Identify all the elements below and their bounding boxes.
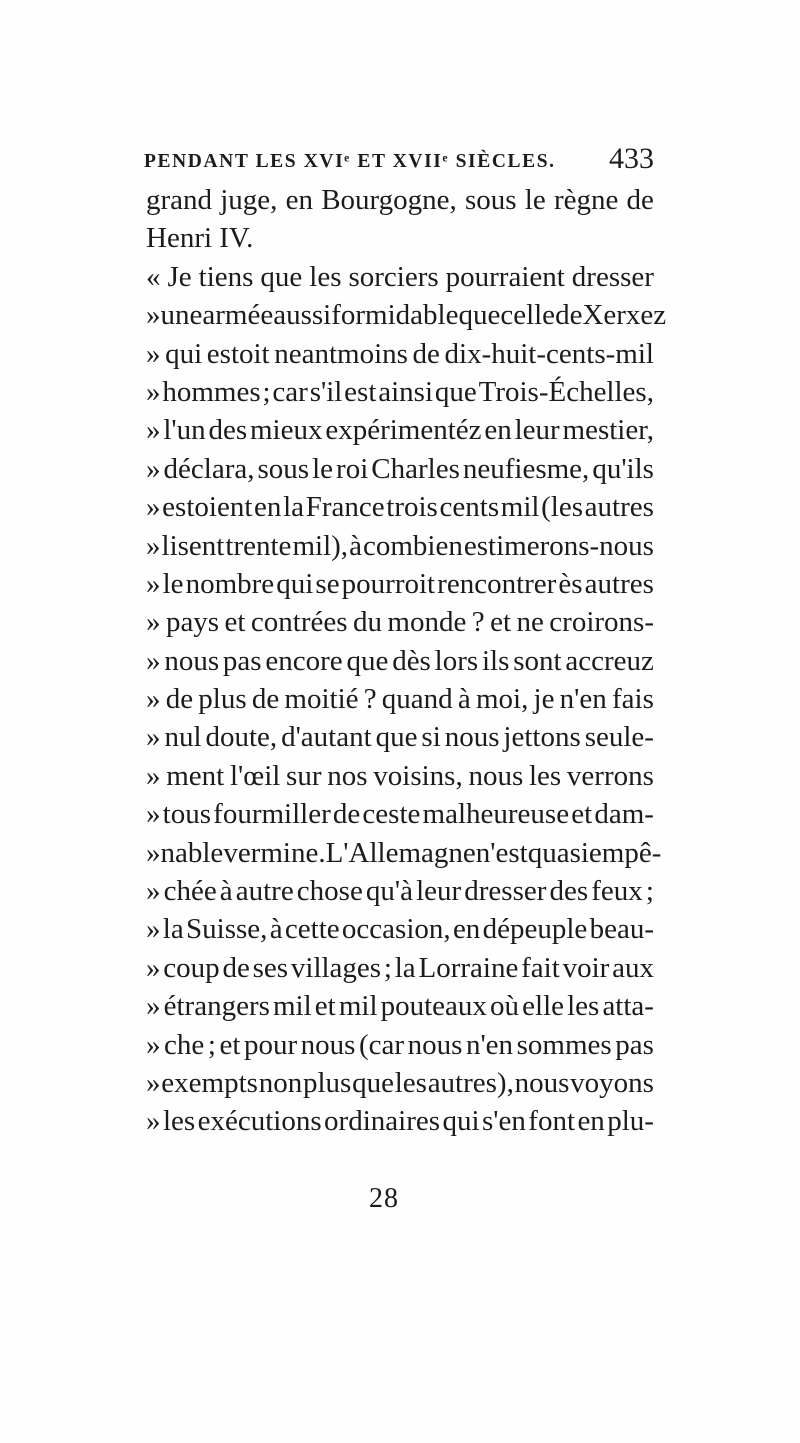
- word: sommes: [516, 1028, 612, 1061]
- word: moitié: [284, 683, 359, 716]
- word: de: [222, 951, 250, 984]
- text-line: Henri IV.: [146, 222, 254, 255]
- word: déclara,: [163, 452, 255, 485]
- word: leur: [416, 875, 462, 908]
- word: dresser: [464, 875, 547, 908]
- word: si: [421, 721, 441, 754]
- word: n'en: [559, 683, 607, 716]
- word: en: [254, 491, 282, 524]
- word: atta-: [602, 990, 654, 1023]
- word: trente: [225, 529, 292, 562]
- word: expérimentéz: [325, 414, 482, 447]
- word: celle: [500, 299, 556, 332]
- word: nous: [407, 1028, 463, 1061]
- word: les: [309, 260, 342, 293]
- running-head: [144, 142, 654, 182]
- word: des: [208, 414, 248, 447]
- text-line: [146, 642, 654, 680]
- word: dès: [392, 644, 431, 677]
- word: voir: [562, 951, 610, 984]
- word: ès: [558, 567, 583, 600]
- word: feux: [591, 875, 643, 908]
- word: règne: [553, 184, 619, 216]
- word: de: [165, 683, 194, 716]
- text-line: [146, 1102, 654, 1140]
- text-line: [146, 910, 654, 948]
- word: ?: [363, 683, 377, 716]
- word: ceste: [362, 798, 421, 831]
- word: autres: [584, 491, 654, 524]
- word: de: [555, 299, 583, 332]
- word: nous: [444, 721, 500, 754]
- word: cette: [284, 913, 340, 946]
- word: les: [394, 1066, 427, 1099]
- word: de: [251, 683, 280, 716]
- word: ainsi: [378, 375, 434, 408]
- word: d'autant: [281, 721, 372, 754]
- word: juge,: [220, 184, 278, 216]
- word: France: [305, 491, 385, 524]
- word: plu-: [607, 1105, 654, 1138]
- word: jettons: [503, 721, 581, 754]
- word: car: [272, 375, 308, 408]
- word: ;: [262, 375, 271, 408]
- word: mil: [273, 990, 312, 1023]
- word: »: [146, 375, 161, 408]
- word: L'Allemagne: [325, 836, 476, 869]
- word: pouteaux: [380, 990, 487, 1023]
- text-line: [146, 603, 654, 641]
- word: »: [146, 1028, 161, 1061]
- word: Charles: [371, 452, 460, 485]
- word: que: [434, 375, 477, 408]
- text-line: [146, 1026, 654, 1064]
- word: plus: [198, 683, 247, 716]
- word: quand: [381, 683, 453, 716]
- word: se: [315, 567, 340, 600]
- word: pas: [222, 644, 262, 677]
- word: fait: [521, 951, 560, 984]
- word: en: [484, 414, 512, 447]
- word: à: [457, 683, 471, 716]
- word: hommes: [162, 375, 261, 408]
- text-line: [146, 181, 654, 219]
- word: neantmoins: [274, 337, 408, 370]
- text-line: [146, 757, 654, 795]
- word: autres),: [427, 1066, 514, 1099]
- word: à: [349, 529, 362, 562]
- word: ;: [645, 875, 654, 908]
- word: »: [146, 567, 161, 600]
- word: Suisse,: [186, 913, 268, 946]
- running-title: PENDANT LES XVIᵉ ET XVIIᵉ SIÈCLES.: [144, 151, 556, 172]
- word: pays: [165, 606, 220, 639]
- word: «: [146, 260, 161, 293]
- word: dépeuple: [482, 913, 588, 946]
- word: mieux: [250, 414, 323, 447]
- text-line: [146, 450, 654, 488]
- word: beau-: [589, 913, 654, 946]
- word: Trois-Échelles,: [478, 375, 654, 408]
- word: empê-: [588, 836, 662, 869]
- word: tous: [162, 798, 211, 831]
- text-line: [146, 795, 654, 833]
- text-line: [146, 258, 654, 296]
- word: que: [458, 299, 501, 332]
- word: »: [146, 414, 161, 447]
- word: la: [162, 913, 184, 946]
- word: ne: [516, 606, 544, 639]
- word: ordinaires: [324, 1105, 441, 1138]
- text-line: [146, 949, 654, 987]
- word: et: [314, 990, 336, 1023]
- word: elle: [522, 990, 564, 1023]
- word: qui: [276, 567, 314, 600]
- word: de: [626, 184, 654, 216]
- word: sous: [257, 452, 310, 485]
- word: est: [344, 375, 377, 408]
- word: de: [332, 798, 361, 831]
- word: estoit: [206, 337, 270, 370]
- word: ment: [166, 759, 225, 792]
- word: dam-: [594, 798, 654, 831]
- word: qu'ils: [592, 452, 654, 485]
- word: ses: [252, 951, 289, 984]
- word: roi: [336, 452, 369, 485]
- word: »: [146, 606, 161, 639]
- word: (les: [541, 491, 583, 524]
- word: et: [490, 606, 512, 639]
- word: pour: [243, 1028, 298, 1061]
- text-line: [146, 680, 654, 718]
- word: che: [164, 1028, 205, 1061]
- word: seule-: [584, 721, 654, 754]
- word: n'en: [465, 1028, 514, 1061]
- word: »: [146, 913, 161, 946]
- word: ?: [471, 606, 485, 639]
- word: mestier,: [562, 414, 654, 447]
- word: »: [146, 299, 161, 332]
- word: sorciers: [348, 260, 439, 293]
- word: la: [283, 491, 305, 524]
- word: en: [285, 184, 313, 216]
- word: tiens: [198, 260, 254, 293]
- word: armée: [202, 299, 274, 332]
- word: nous: [300, 1028, 356, 1061]
- word: sont: [513, 644, 562, 677]
- word: »: [146, 452, 161, 485]
- word: trois: [386, 491, 438, 524]
- word: rencontrer: [437, 567, 557, 600]
- word: combien: [362, 529, 463, 562]
- word: nous: [468, 759, 524, 792]
- word: »: [146, 1066, 161, 1099]
- word: mil),: [292, 529, 349, 562]
- word: nous: [164, 644, 220, 677]
- word: ils: [481, 644, 510, 677]
- word: contrées: [250, 606, 348, 639]
- word: dresser: [571, 260, 654, 293]
- word: estimerons-nous: [463, 529, 654, 562]
- word: du: [352, 606, 382, 639]
- word: pas: [615, 1028, 654, 1061]
- word: étrangers: [163, 990, 270, 1023]
- word: les: [567, 990, 600, 1023]
- word: qui: [442, 1105, 480, 1138]
- word: »: [146, 951, 161, 984]
- text-line: [146, 488, 654, 526]
- word: »: [146, 836, 161, 869]
- word: »: [146, 1105, 161, 1138]
- word: je: [533, 683, 555, 716]
- word: »: [146, 798, 161, 831]
- word: neufiesme,: [462, 452, 590, 485]
- word: plus: [302, 1066, 352, 1099]
- word: occasion,: [341, 913, 451, 946]
- word: leur: [514, 414, 560, 447]
- word: formidable: [331, 299, 459, 332]
- word: aux: [612, 951, 654, 984]
- word: que: [352, 1066, 394, 1099]
- word: voisins,: [373, 759, 463, 792]
- word: chose: [296, 875, 363, 908]
- word: sous: [465, 184, 517, 216]
- word: autre: [235, 875, 294, 908]
- word: mil: [500, 491, 540, 524]
- word: s'en: [481, 1105, 526, 1138]
- word: Xerxez: [582, 299, 667, 332]
- word: n'est: [475, 836, 528, 869]
- word: »: [146, 644, 161, 677]
- word: dix-huit-cents-mil: [444, 337, 654, 370]
- word: que: [260, 260, 303, 293]
- word: les: [528, 759, 562, 792]
- word: aussi: [273, 299, 332, 332]
- word: une: [160, 299, 203, 332]
- word: le: [524, 184, 546, 216]
- word: (car: [359, 1028, 405, 1061]
- word: exempts: [161, 1066, 258, 1099]
- word: chée: [163, 875, 217, 908]
- word: l'un: [163, 414, 206, 447]
- word: nos: [327, 759, 368, 792]
- word: où: [490, 990, 520, 1023]
- word: coup: [163, 951, 220, 984]
- word: nul: [164, 721, 202, 754]
- word: pourraient: [445, 260, 565, 293]
- word: quasi: [527, 836, 589, 869]
- word: »: [146, 759, 161, 792]
- word: sur: [286, 759, 322, 792]
- word: fourmiller: [213, 798, 331, 831]
- word: en: [577, 1105, 605, 1138]
- word: le: [162, 567, 184, 600]
- word: estoient: [162, 491, 253, 524]
- word: »: [146, 990, 161, 1023]
- word: l'œil: [229, 759, 281, 792]
- word: pourroit: [341, 567, 436, 600]
- word: doute,: [205, 721, 278, 754]
- word: grand: [146, 184, 213, 216]
- word: et: [224, 606, 246, 639]
- word: Je: [167, 260, 192, 293]
- word: que: [375, 721, 418, 754]
- word: »: [146, 721, 161, 754]
- word: moi,: [475, 683, 529, 716]
- word: lisent: [161, 529, 225, 562]
- word: Bourgogne,: [321, 184, 457, 216]
- signature-mark: 28: [369, 1183, 399, 1214]
- word: »: [146, 337, 161, 370]
- word: nous: [514, 1066, 570, 1099]
- body-text: [146, 181, 667, 1141]
- word: nombre: [185, 567, 275, 600]
- word: ;: [383, 951, 392, 984]
- word: qui: [165, 337, 203, 370]
- word: mil: [338, 990, 378, 1023]
- word: nable: [160, 836, 224, 869]
- word: non: [258, 1066, 303, 1099]
- word: que: [346, 644, 389, 677]
- word: »: [146, 529, 161, 562]
- text-line: [146, 411, 654, 449]
- word: »: [146, 875, 161, 908]
- word: à: [219, 875, 233, 908]
- word: et: [219, 1028, 241, 1061]
- word: Lorraine: [418, 951, 519, 984]
- word: les: [162, 1105, 196, 1138]
- text-line: [146, 335, 654, 373]
- word: monde: [387, 606, 467, 639]
- word: accreuz: [565, 644, 654, 677]
- word: cents: [439, 491, 500, 524]
- word: la: [394, 951, 416, 984]
- word: »: [146, 683, 161, 716]
- word: »: [146, 491, 161, 524]
- word: croirons-: [549, 606, 654, 639]
- word: vermine.: [223, 836, 326, 869]
- word: qu'à: [365, 875, 413, 908]
- word: verrons: [566, 759, 654, 792]
- text-line: [146, 987, 654, 1025]
- word: autres: [584, 567, 654, 600]
- word: fais: [611, 683, 654, 716]
- text-line: [146, 565, 654, 603]
- word: villages: [290, 951, 382, 984]
- word: malheureuse: [422, 798, 570, 831]
- text-line: [146, 527, 654, 565]
- word: et: [571, 798, 593, 831]
- text-line: [146, 1064, 654, 1102]
- text-line: [146, 718, 654, 756]
- word: de: [412, 337, 440, 370]
- text-line: [146, 373, 654, 411]
- word: font: [528, 1105, 575, 1138]
- word: à: [269, 913, 283, 946]
- text-line: [146, 872, 654, 910]
- page-number: 433: [609, 142, 654, 175]
- word: en: [452, 913, 481, 946]
- word: voyons: [570, 1066, 654, 1099]
- word: encore: [265, 644, 343, 677]
- word: s'il: [309, 375, 343, 408]
- text-line: [146, 296, 667, 334]
- word: des: [549, 875, 589, 908]
- word: lors: [434, 644, 479, 677]
- word: le: [312, 452, 334, 485]
- text-line: [146, 834, 662, 872]
- word: ;: [207, 1028, 216, 1061]
- word: exécutions: [197, 1105, 322, 1138]
